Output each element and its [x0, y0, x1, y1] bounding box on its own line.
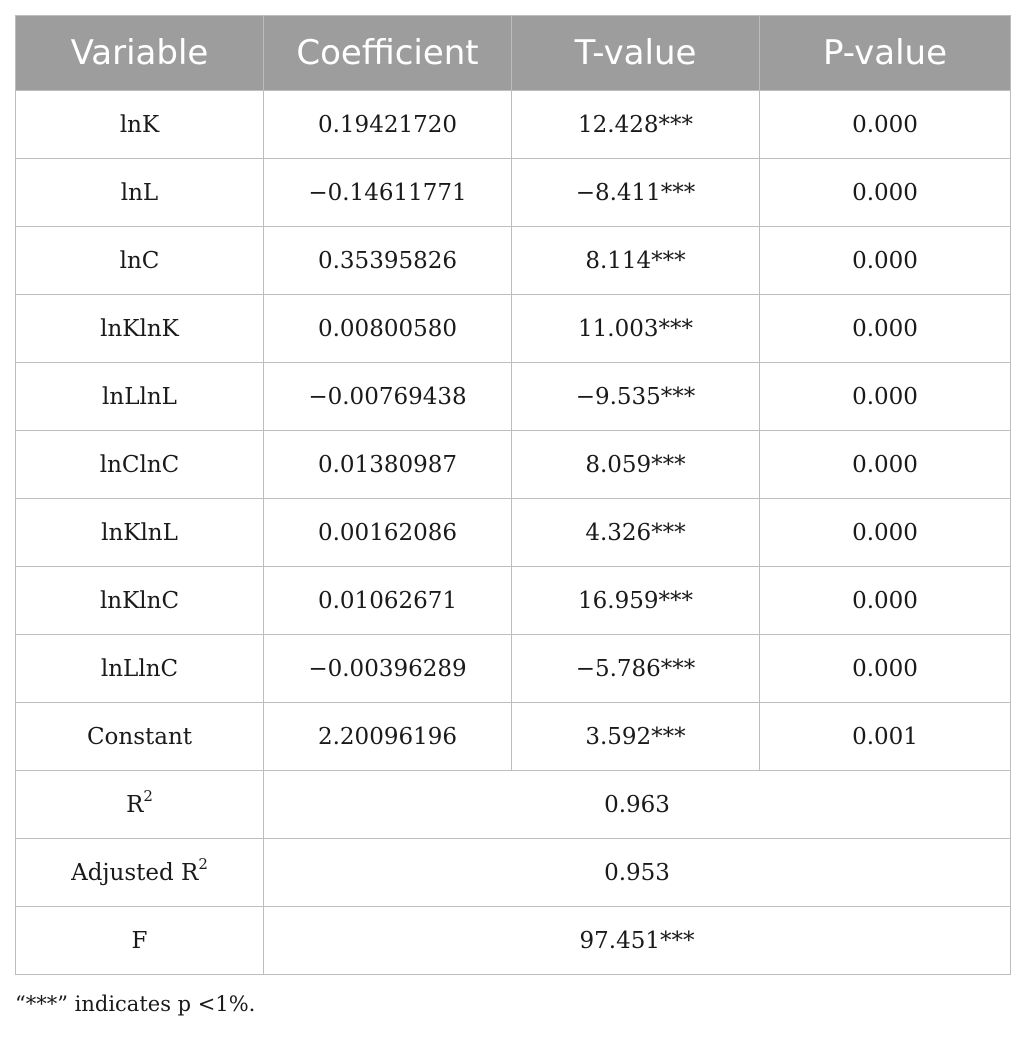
header-coefficient: Coefficient: [264, 16, 512, 91]
summary-row-f: [16, 907, 1011, 975]
t-value-cell: 16.959***: [512, 567, 760, 635]
table-header-row: [16, 16, 1011, 91]
table-row: [16, 159, 1011, 227]
variable-cell: lnLlnC: [16, 635, 264, 703]
coefficient-cell: 0.01062671: [264, 567, 512, 635]
p-value-cell: 0.000: [760, 295, 1011, 363]
table-row: [16, 635, 1011, 703]
variable-cell: lnK: [16, 91, 264, 159]
summary-row-r2: [16, 771, 1011, 839]
variable-cell: lnC: [16, 227, 264, 295]
t-value-cell: 4.326***: [512, 499, 760, 567]
p-value-cell: 0.000: [760, 227, 1011, 295]
coefficient-cell: 0.01380987: [264, 431, 512, 499]
t-value-cell: 8.114***: [512, 227, 760, 295]
coefficient-cell: 2.20096196: [264, 703, 512, 771]
coefficient-cell: −0.00396289: [264, 635, 512, 703]
coefficient-cell: 0.35395826: [264, 227, 512, 295]
table-row: [16, 567, 1011, 635]
coefficient-cell: 0.00800580: [264, 295, 512, 363]
table-row: [16, 431, 1011, 499]
t-value-cell: −5.786***: [512, 635, 760, 703]
summary-row-adjusted-r2: [16, 839, 1011, 907]
p-value-cell: 0.000: [760, 431, 1011, 499]
p-value-cell: 0.000: [760, 159, 1011, 227]
header-p-value: P-value: [760, 16, 1011, 91]
p-value-cell: 0.000: [760, 567, 1011, 635]
table-row: [16, 295, 1011, 363]
variable-cell: lnL: [16, 159, 264, 227]
p-value-cell: 0.000: [760, 499, 1011, 567]
variable-cell: lnClnC: [16, 431, 264, 499]
table-row: [16, 227, 1011, 295]
p-value-cell: 0.000: [760, 363, 1011, 431]
table-row: [16, 499, 1011, 567]
p-value-cell: 0.000: [760, 91, 1011, 159]
header-variable: Variable: [16, 16, 264, 91]
t-value-cell: 8.059***: [512, 431, 760, 499]
f-label: F: [16, 907, 264, 975]
adjusted-r2-label: Adjusted $R^2$: [16, 839, 264, 907]
variable-cell: Constant: [16, 703, 264, 771]
t-value-cell: 11.003***: [512, 295, 760, 363]
r2-label: $R^2$: [16, 771, 264, 839]
t-value-cell: −8.411***: [512, 159, 760, 227]
coefficient-cell: 0.19421720: [264, 91, 512, 159]
p-value-cell: 0.000: [760, 635, 1011, 703]
coefficient-cell: −0.14611771: [264, 159, 512, 227]
variable-cell: lnKlnC: [16, 567, 264, 635]
p-value-cell: 0.001: [760, 703, 1011, 771]
table-row: [16, 703, 1011, 771]
coefficient-cell: −0.00769438: [264, 363, 512, 431]
r2-value: 0.963: [264, 771, 1011, 839]
regression-results-table: [15, 15, 1011, 975]
variable-cell: lnKlnL: [16, 499, 264, 567]
f-value: 97.451***: [264, 907, 1011, 975]
header-t-value: T-value: [512, 16, 760, 91]
table-footnote: “***” indicates p <1%.: [15, 992, 256, 1016]
adjusted-r2-value: 0.953: [264, 839, 1011, 907]
t-value-cell: 3.592***: [512, 703, 760, 771]
t-value-cell: 12.428***: [512, 91, 760, 159]
variable-cell: lnLlnL: [16, 363, 264, 431]
table-row: [16, 91, 1011, 159]
table-row: [16, 363, 1011, 431]
t-value-cell: −9.535***: [512, 363, 760, 431]
variable-cell: lnKlnK: [16, 295, 264, 363]
coefficient-cell: 0.00162086: [264, 499, 512, 567]
